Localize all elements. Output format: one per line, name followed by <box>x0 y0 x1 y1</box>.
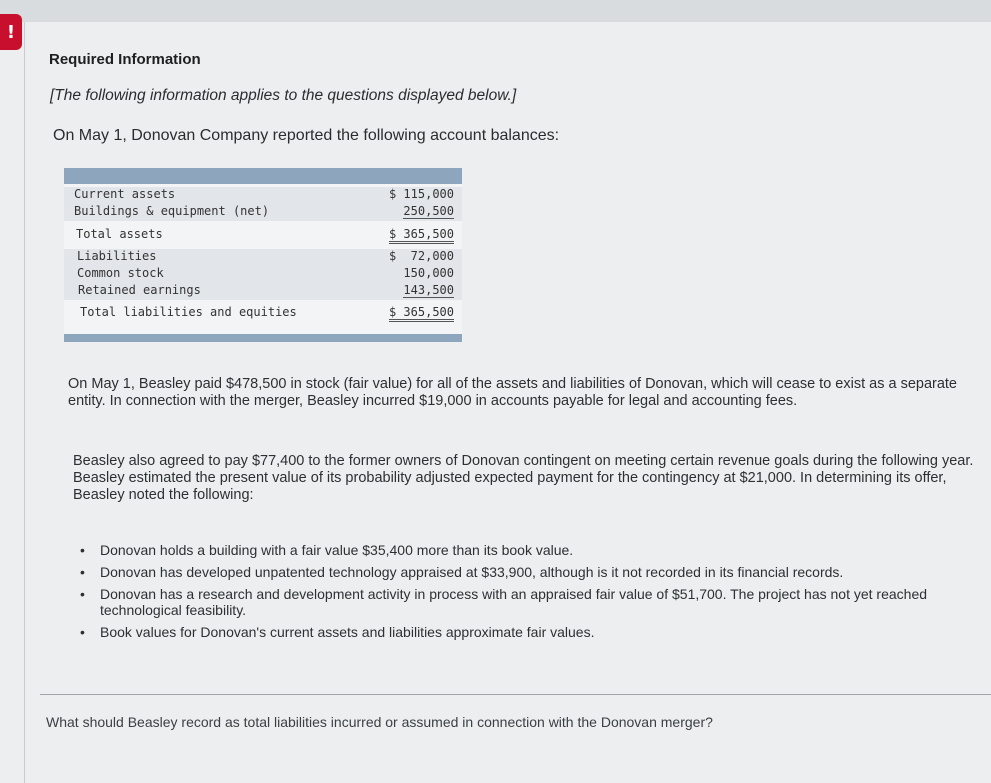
bullet-icon: • <box>80 564 85 580</box>
row-label: Current assets <box>74 187 176 201</box>
table-row <box>64 187 462 204</box>
list-item-text: Donovan has developed unpatented technology appraised at $33,900, although is it not recorded in its financial records. <box>100 564 844 580</box>
list-item-text: Book values for Donovan's current assets and liabilities approximate fair values. <box>100 624 595 640</box>
table-footer-band <box>64 334 462 342</box>
bullet-icon: • <box>80 542 85 558</box>
row-amount: 250,500 <box>403 204 454 218</box>
list-item <box>80 586 960 618</box>
info-note: [The following information applies to the questions displayed below.] <box>50 87 517 104</box>
top-strip <box>0 0 991 22</box>
table-row <box>64 249 462 266</box>
list-item <box>80 624 960 640</box>
table-row <box>64 305 462 322</box>
row-label: Total liabilities and equities <box>80 305 297 319</box>
list-item <box>80 564 960 580</box>
bullet-icon: • <box>80 624 85 640</box>
row-label: Liabilities <box>77 249 157 263</box>
question-text: What should Beasley record as total liabilities incurred or assumed in connection with the Donovan merger? <box>46 714 713 730</box>
table-row <box>64 227 462 244</box>
row-label: Total assets <box>76 227 163 241</box>
row-amount: 143,500 <box>403 283 454 297</box>
list-item <box>80 542 960 558</box>
facts-list <box>80 542 960 646</box>
contingency-paragraph: Beasley also agreed to pay $77,400 to the former owners of Donovan contingent on meeting certain revenue goals during the following year. Beasley estimated the present value of its probability adjusted expected payment for the contingency at $21,000. In determining its offer, Beasley noted the following: <box>73 453 974 503</box>
merger-paragraph: On May 1, Beasley paid $478,500 in stock (fair value) for all of the assets and liabilities of Donovan, which will cease to exist as a separate entity. In connection with the merger, Beasley incurred $19,000 in accounts payable for legal and accounting fees. <box>68 376 957 409</box>
row-amount: $ 72,000 <box>388 249 454 263</box>
list-item-text: Donovan has a research and development activity in process with an appraised fair value of $51,700. The project has not yet reached technological feasibility. <box>100 586 928 618</box>
row-amount: $ 365,500 <box>389 305 454 322</box>
intro-text: On May 1, Donovan Company reported the following account balances: <box>53 127 560 144</box>
row-amount: $ 365,500 <box>389 227 454 244</box>
table-row <box>64 266 462 283</box>
required-information-title: Required Information <box>49 51 201 68</box>
row-amount: 150,000 <box>403 266 454 280</box>
list-item-text: Donovan holds a building with a fair value $35,400 more than its book value. <box>100 542 574 558</box>
section-divider <box>40 694 991 695</box>
table-row <box>64 283 462 300</box>
table-row <box>64 204 462 221</box>
row-amount: $ 115,000 <box>388 187 454 201</box>
left-divider <box>24 22 25 783</box>
row-label: Retained earnings <box>78 283 201 297</box>
bullet-icon: • <box>80 586 85 602</box>
row-label: Buildings & equipment (net) <box>74 204 270 218</box>
account-balances-table <box>64 168 462 342</box>
row-label: Common stock <box>77 266 164 280</box>
alert-icon: ! <box>0 14 22 50</box>
table-header-band <box>64 168 462 184</box>
